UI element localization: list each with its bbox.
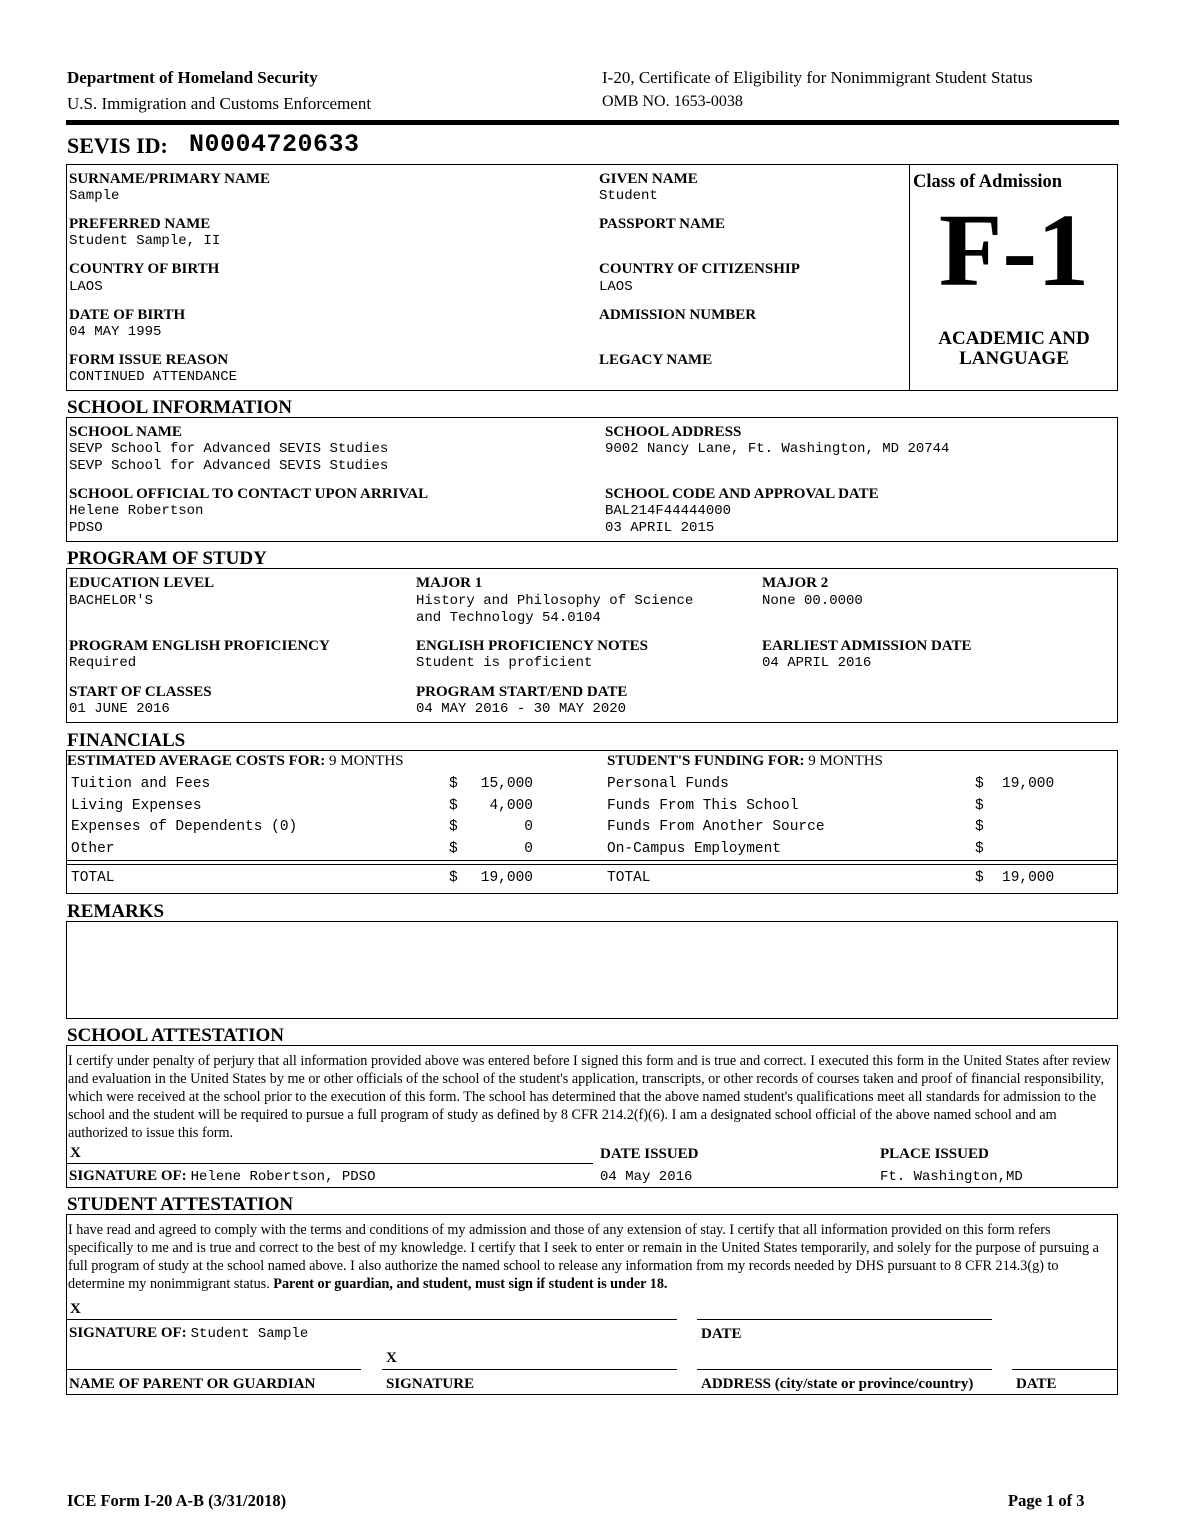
preferred-name-label: PREFERRED NAME [69,216,211,232]
financial-total-rule-1 [66,860,1118,861]
passport-name-label: PASSPORT NAME [599,216,726,232]
financial-total-rule-2 [66,864,1118,865]
parent-signature-label: SIGNATURE [386,1376,475,1392]
school-official-label: SCHOOL OFFICIAL TO CONTACT UPON ARRIVAL [69,486,429,502]
omb-number: OMB NO. 1653-0038 [602,93,743,110]
sub-agency-name: U.S. Immigration and Customs Enforcement [67,94,372,113]
financials-heading: FINANCIALS [67,730,186,751]
parent-signature-line[interactable] [382,1369,677,1370]
funding-total-label: TOTAL [607,870,651,886]
surname-label: SURNAME/PRIMARY NAME [69,171,270,187]
student-attestation-bold: Parent or guardian, and student, must sign if student is under 18. [273,1276,668,1292]
funding-item-amount: 19,000 [1002,776,1055,792]
date-issued-label: DATE ISSUED [600,1146,699,1162]
cost-item-label: Living Expenses [71,798,202,814]
remarks-box [66,921,1118,1019]
funding-item-currency: $ [975,798,984,814]
form-id-footer: ICE Form I-20 A-B (3/31/2018) [67,1491,287,1510]
school-attestation-heading: SCHOOL ATTESTATION [67,1025,284,1046]
admission-class-code: F-1 [938,193,1090,308]
student-attestation-text [68,1221,1114,1293]
parent-date-line[interactable] [1012,1369,1118,1370]
cost-item-amount: 0 [524,841,533,857]
funding-total-currency: $ [975,870,984,886]
english-notes-value: Student is proficient [416,655,593,671]
school-official-title: PDSO [69,520,103,536]
funding-header-label: STUDENT'S FUNDING FOR: [607,753,805,769]
cost-item-amount: 0 [524,819,533,835]
funding-item-label: Personal Funds [607,776,729,792]
form-title: I-20, Certificate of Eligibility for Nonimmigrant Student Status [602,68,1033,87]
costs-header [67,753,404,770]
parent-name-line[interactable] [66,1369,361,1370]
remarks-heading: REMARKS [67,901,165,922]
student-signature-row [69,1324,308,1343]
sevis-id-value: N0004720633 [189,130,360,159]
education-level-label: EDUCATION LEVEL [69,575,215,591]
sevis-id-label: SEVIS ID: [67,133,168,158]
cost-item-currency: $ [449,841,458,857]
cost-item-label: Expenses of Dependents (0) [71,819,298,835]
cost-item-label: Tuition and Fees [71,776,211,792]
preferred-name-value: Student Sample, II [69,233,221,249]
cost-item-currency: $ [449,798,458,814]
school-signature-label: SIGNATURE OF: [69,1168,187,1184]
major1-line2: and Technology 54.0104 [416,610,601,626]
earliest-admission-value: 04 APRIL 2016 [762,655,872,671]
student-signature-name: Student Sample [190,1326,309,1342]
issue-reason-label: FORM ISSUE REASON [69,352,229,368]
class-of-admission-title: Class of Admission [913,172,1063,192]
cost-item-label: Other [71,841,115,857]
place-issued-label: PLACE ISSUED [880,1146,989,1162]
funding-period: 9 MONTHS [808,753,883,769]
birth-country-label: COUNTRY OF BIRTH [69,261,220,277]
place-issued-value: Ft. Washington,MD [880,1169,1023,1185]
school-address-value: 9002 Nancy Lane, Ft. Washington, MD 20744 [605,441,950,457]
dob-value: 04 MAY 1995 [69,324,162,340]
student-attestation-body: I have read and agreed to comply with the terms and conditions of my admission and those of any extension of stay. I certify that all information provided on this form refers specifically to me and is true and correct to the best of my knowledge. I certify that I seek to enter or remain in the United States temporarily, and solely for the purpose of pursuing a full program of study at the school named above. I also authorize the named school to release any information from my records needed by DHS pursuant to 8 CFR 214.3(g) to determine my nonimmigrant status. [68,1222,1099,1292]
funding-item-label: Funds From Another Source [607,819,825,835]
school-attestation-text: I certify under penalty of perjury that all information provided above was entered before I signed this form and is true and correct. I executed this form in the United States after review and evaluation in the United States by me or other officials of the school of the student's application, transcripts, or other records of courses taken and proof of financial responsibility, which were received at the school prior to the execution of this form. The school has determined that the above named student's qualifications meet all standards for admission to the school and the student will be required to pursue a full program of study as defined by 8 CFR 214.2(f)(6). I am a designated school official of the above named school and am authorized to issue this form. [68,1053,1111,1141]
school-signature-line[interactable] [66,1163,593,1164]
admission-number-label: ADMISSION NUMBER [599,307,757,323]
given-name-label: GIVEN NAME [599,171,698,187]
costs-header-label: ESTIMATED AVERAGE COSTS FOR: [67,753,326,769]
funding-item-currency: $ [975,841,984,857]
cost-item-amount: 4,000 [489,798,533,814]
english-notes-label: ENGLISH PROFICIENCY NOTES [416,638,648,654]
education-level-value: BACHELOR'S [69,593,154,609]
birth-country-value: LAOS [69,279,103,295]
school-signature-row [69,1167,376,1186]
earliest-admission-label: EARLIEST ADMISSION DATE [762,638,972,654]
parent-name-label: NAME OF PARENT OR GUARDIAN [69,1376,316,1392]
school-info-box [66,417,1118,542]
funding-item-currency: $ [975,776,984,792]
costs-total-amount: 19,000 [480,870,533,886]
english-proficiency-label: PROGRAM ENGLISH PROFICIENCY [69,638,330,654]
funding-item-label: On-Campus Employment [607,841,782,857]
english-proficiency-value: Required [69,655,137,671]
citizenship-value: LAOS [599,279,633,295]
school-signature-name: Helene Robertson, PDSO [190,1169,376,1185]
start-classes-value: 01 JUNE 2016 [69,701,170,717]
program-range-label: PROGRAM START/END DATE [416,684,628,700]
costs-total-currency: $ [449,870,458,886]
parent-address-label: ADDRESS (city/state or province/country) [701,1376,974,1392]
dob-label: DATE OF BIRTH [69,307,186,323]
cost-item-currency: $ [449,819,458,835]
program-range-value: 04 MAY 2016 - 30 MAY 2020 [416,701,627,717]
funding-item-label: Funds From This School [607,798,799,814]
student-signature-x: X [70,1301,81,1317]
school-address-label: SCHOOL ADDRESS [605,424,742,440]
funding-header [607,753,883,770]
date-issued-value: 04 May 2016 [600,1169,693,1185]
parent-date-label: DATE [1016,1376,1057,1392]
page-number: Page 1 of 3 [1008,1491,1085,1510]
agency-name: Department of Homeland Security [67,68,318,87]
header-rule [66,120,1119,125]
school-name-line2: SEVP School for Advanced SEVIS Studies [69,458,389,474]
major1-label: MAJOR 1 [416,575,483,591]
school-signature-x: X [70,1145,81,1161]
student-attestation-heading: STUDENT ATTESTATION [67,1194,294,1215]
student-signature-label: SIGNATURE OF: [69,1325,187,1341]
citizenship-label: COUNTRY OF CITIZENSHIP [599,261,800,277]
major2-value: None 00.0000 [762,593,863,609]
major2-label: MAJOR 2 [762,575,829,591]
funding-total-amount: 19,000 [1002,870,1055,886]
given-name-value: Student [599,188,658,204]
costs-period: 9 MONTHS [329,753,404,769]
student-date-label: DATE [701,1326,742,1342]
parent-address-line[interactable] [697,1369,992,1370]
admission-type-line1: ACADEMIC AND [938,328,1090,349]
school-info-heading: SCHOOL INFORMATION [67,397,293,418]
school-name-label: SCHOOL NAME [69,424,182,440]
major1-line1: History and Philosophy of Science [416,593,694,609]
costs-total-label: TOTAL [71,870,115,886]
funding-item-currency: $ [975,819,984,835]
admission-type-line2: LANGUAGE [959,348,1069,369]
school-approval-date: 03 APRIL 2015 [605,520,715,536]
cost-item-amount: 15,000 [480,776,533,792]
school-code-label: SCHOOL CODE AND APPROVAL DATE [605,486,879,502]
parent-signature-x: X [386,1350,397,1366]
legacy-name-label: LEGACY NAME [599,352,713,368]
school-code-value: BAL214F44444000 [605,503,732,519]
student-signature-line[interactable] [66,1319,677,1320]
student-date-line[interactable] [697,1319,992,1320]
start-classes-label: START OF CLASSES [69,684,212,700]
issue-reason-value: CONTINUED ATTENDANCE [69,369,238,385]
school-official-name: Helene Robertson [69,503,204,519]
school-name-line1: SEVP School for Advanced SEVIS Studies [69,441,389,457]
program-heading: PROGRAM OF STUDY [67,548,267,569]
remarks-text [67,922,1117,930]
cost-item-currency: $ [449,776,458,792]
surname-value: Sample [69,188,120,204]
